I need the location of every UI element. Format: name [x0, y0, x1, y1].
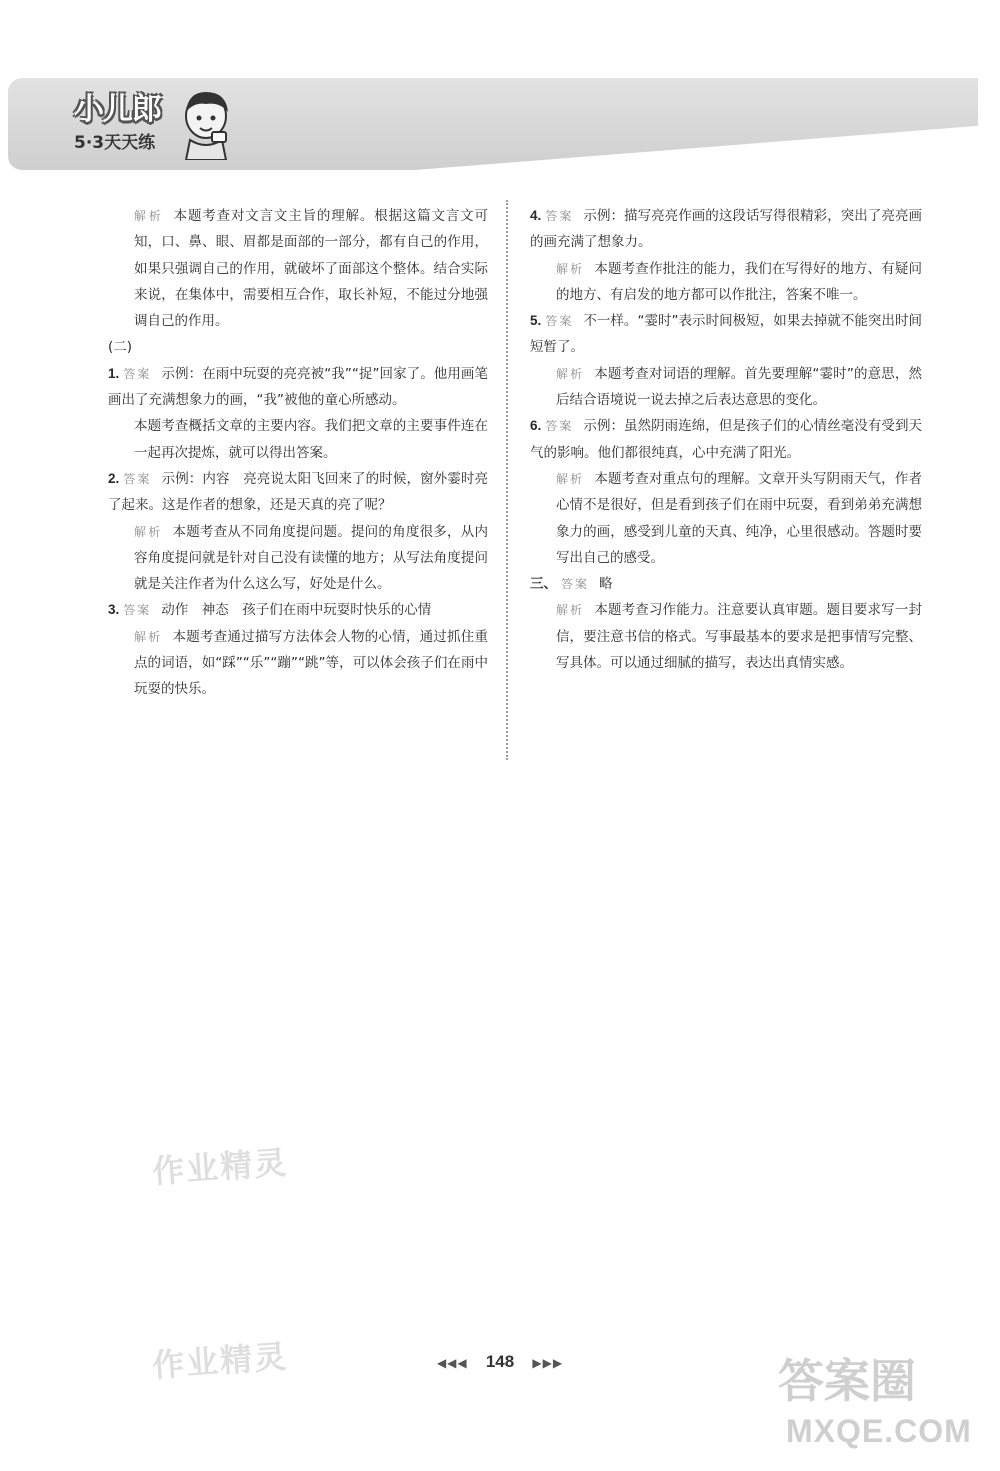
entry-text: 示例：描写亮亮作画的这段话写得很精彩，突出了亮亮画的画充满了想象力。 [530, 208, 922, 251]
answer-entry [530, 203, 922, 256]
entry-text: 示例：在雨中玩耍的亮亮被“我”“捉”回家了。他用画笔画出了充满想象力的画，“我”被他的童心所感动。 [108, 365, 488, 409]
answer-entry [530, 361, 922, 414]
answer-entry [108, 361, 488, 414]
entry-tag: 答案 [123, 471, 152, 486]
answer-entry [108, 203, 488, 334]
entry-text: 不一样。“霎时”表示时间极短，如果去掉就不能突出时间短暂了。 [530, 313, 922, 356]
entry-tag: 解析 [134, 524, 163, 539]
right-column [530, 203, 922, 676]
entry-text: 本题考查概括文章的主要内容。我们把文章的主要事件连在一起再次提炼，就可以得出答案。 [134, 418, 488, 461]
entry-tag: 解析 [556, 261, 585, 276]
corner-watermark-text: 答案圈 [778, 1354, 916, 1408]
question-number: 3. [108, 602, 120, 618]
answer-entry [108, 334, 488, 360]
prev-page-arrows-icon[interactable]: ◀◀◀ [436, 1356, 468, 1370]
answer-entry [530, 597, 922, 676]
answer-entry [108, 466, 488, 519]
entry-text: 本题考查通过描写方法体会人物的心情，通过抓住重点的词语，如“踩”“乐”“蹦”“跳”等，可以体会孩子们在雨中玩耍的快乐。 [134, 628, 488, 698]
watermark-upper: 作业精灵 [150, 1143, 290, 1191]
entry-tag: 解析 [134, 629, 163, 644]
entry-tag: 答案 [545, 314, 574, 329]
entry-tag: 答案 [123, 366, 152, 381]
brand-subtitle: 5·3天天练 [74, 133, 156, 153]
corner-watermark-site: MXQE.COM [786, 1413, 972, 1449]
entry-text: 动作 神态 孩子们在雨中玩耍时快乐的心情 [161, 602, 432, 619]
mascot-boy-icon [176, 86, 236, 160]
entry-tag: 解析 [134, 209, 164, 223]
entry-text: 本题考查对重点句的理解。文章开头写阴雨天气，作者心情不是很好，但是看到孩子们在雨中玩耍，看到弟弟充满想象力的画，感受到儿童的天真、纯净，心里很感动。答题时要写出自己的感受。 [556, 470, 922, 566]
answer-entry [108, 519, 488, 598]
answer-entry [530, 571, 922, 597]
entry-tag: 答案 [545, 419, 574, 434]
question-number: 2. [108, 470, 120, 486]
entry-tag: 解析 [556, 603, 585, 618]
answer-entry [108, 597, 488, 623]
answer-entry [530, 413, 922, 466]
brand-name: 小儿郎 [74, 92, 161, 127]
column-divider [506, 200, 508, 760]
entry-text: 本题考查作批注的能力，我们在写得好的地方、有疑问的地方、有启发的地方都可以作批注，答案不唯一。 [556, 260, 922, 303]
corner-watermark-logo [778, 1345, 988, 1465]
entry-text: 本题考查从不同角度提问题。提问的角度很多，从内容角度提问就是针对自己没有读懂的地方；从写法角度提问就是关注作者为什么这么写，好处是什么。 [134, 523, 488, 593]
entry-tag: 答案 [561, 577, 590, 592]
answer-entry [108, 624, 488, 703]
entry-text: 本题考查对词语的理解。首先要理解“霎时”的意思，然后结合语境说一说去掉之后表达意思的变化。 [556, 365, 922, 409]
entry-tag: 解析 [556, 366, 585, 381]
question-number: 5. [530, 313, 542, 329]
entry-text: 略 [599, 576, 613, 593]
entry-text: 本题考查对文言文主旨的理解。根据这篇文言文可知，口、鼻、眼、眉都是面部的一部分，都有自己的作用，如果只强调自己的作用，就破坏了面部这个整体。结合实际来说，在集体中，需要相互合作，取长补短，不能过分地强调自己的作用。 [134, 208, 488, 330]
answer-entry [108, 413, 488, 466]
next-page-arrows-icon[interactable]: ▶▶▶ [532, 1356, 564, 1370]
entry-text: 示例：虽然阴雨连绵，但是孩子们的心情丝毫没有受到天气的影响。他们都很纯真，心中充满了阳光。 [530, 418, 922, 461]
section-heading: (二) [108, 339, 133, 356]
left-column [108, 203, 488, 703]
brand-logo [64, 82, 234, 162]
watermark-lower: 作业精灵 [150, 1337, 290, 1385]
question-number: 1. [108, 365, 120, 381]
question-number: 4. [530, 208, 542, 223]
entry-tag: 解析 [556, 471, 585, 486]
entry-text: 示例：内容 亮亮说太阳飞回来了的时候，窗外霎时亮了起来。这是作者的想象，还是天真的亮了呢？ [108, 470, 488, 514]
answer-entry [530, 466, 922, 571]
entry-tag: 答案 [123, 603, 152, 618]
page-number: 148 [485, 1352, 515, 1371]
entry-tag: 答案 [545, 209, 574, 223]
answer-entry [530, 256, 922, 309]
answer-entry [530, 308, 922, 361]
question-number: 三、 [530, 576, 557, 592]
entry-text: 本题考查习作能力。注意要认真审题。题目要求写一封信，要注意书信的格式。写事最基本的要求是把事情写完整、写具体。可以通过细腻的描写，表达出真情实感。 [556, 602, 922, 672]
question-number: 6. [530, 418, 542, 434]
